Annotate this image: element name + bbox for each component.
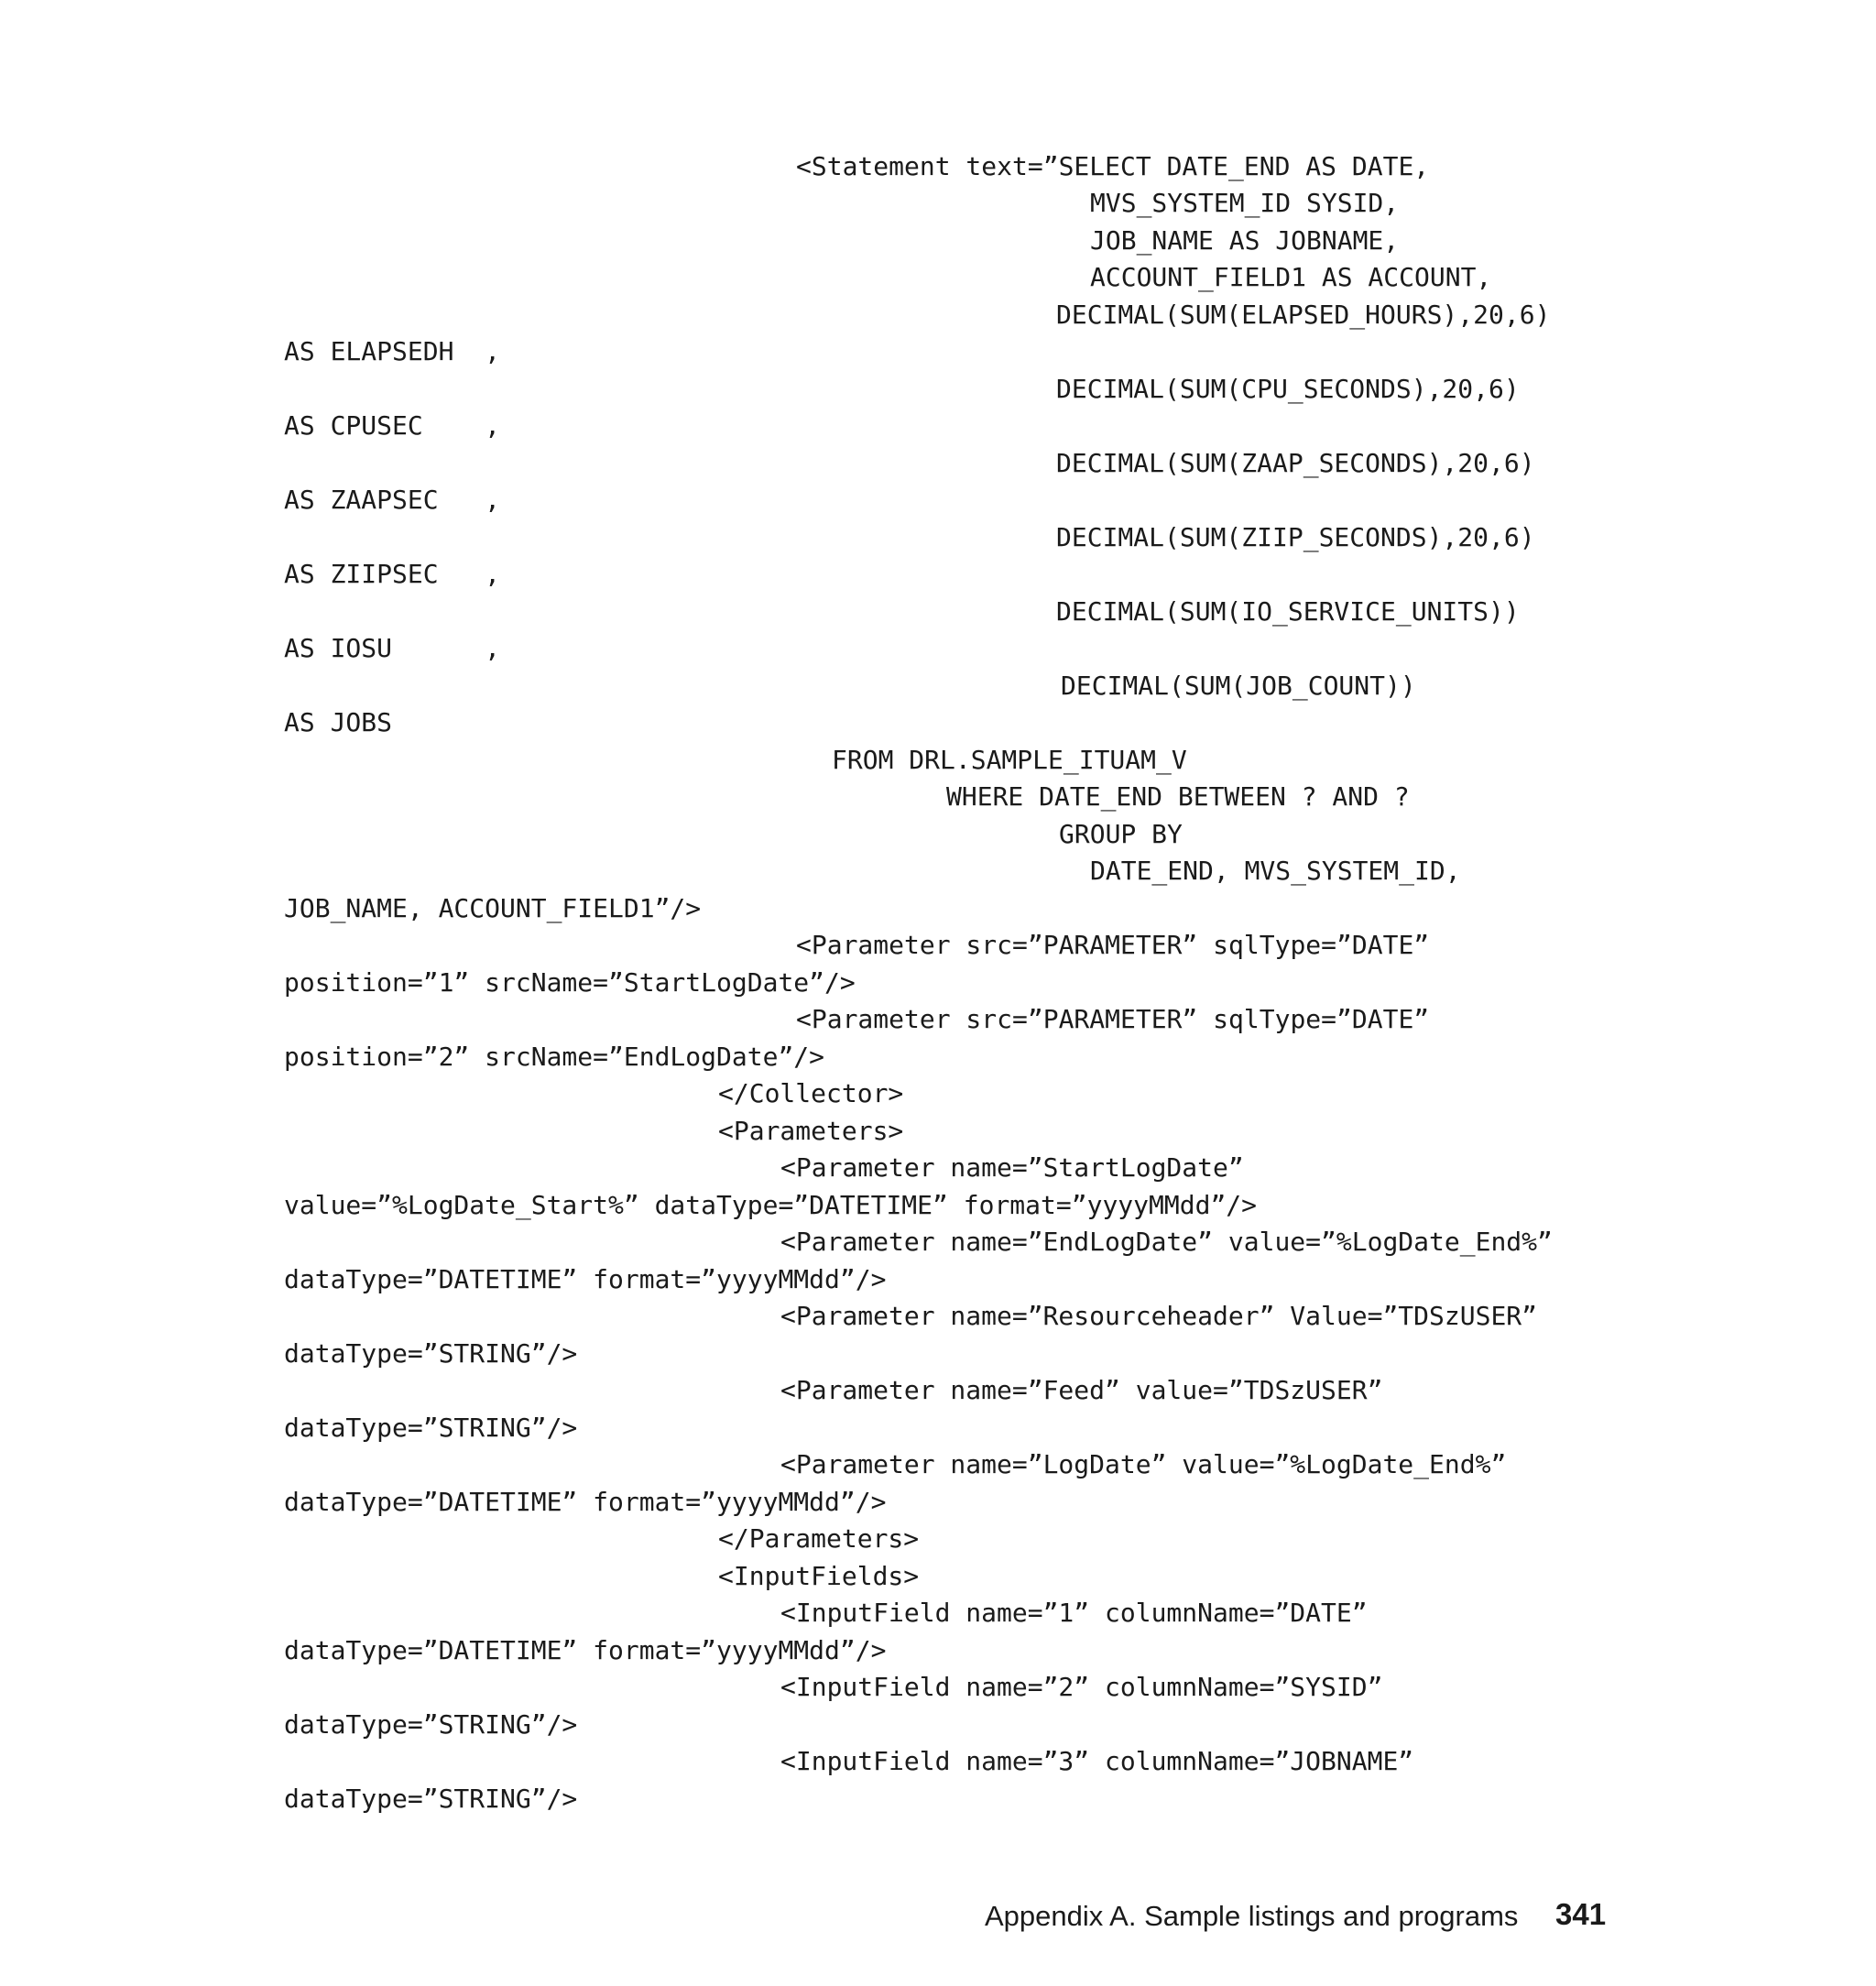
code-line: ACCOUNT_FIELD1 AS ACCOUNT,: [1090, 262, 1492, 292]
code-line: <Statement text=”SELECT DATE_END AS DATE,: [796, 151, 1430, 181]
code-line: dataType=”STRING”/>: [284, 1413, 578, 1443]
code-line: dataType=”DATETIME” format=”yyyyMMdd”/>: [284, 1487, 887, 1517]
code-line: DECIMAL(SUM(JOB_COUNT)): [1061, 671, 1416, 701]
code-line: </Parameters>: [718, 1523, 920, 1554]
footer-section-title: Appendix A. Sample listings and programs: [985, 1900, 1519, 1932]
code-line: dataType=”STRING”/>: [284, 1784, 578, 1814]
code-line: JOB_NAME, ACCOUNT_FIELD1”/>: [284, 893, 702, 923]
code-line: <Parameter name=”LogDate” value=”%LogDate_End%”: [780, 1449, 1507, 1479]
code-line: <Parameter name=”StartLogDate”: [780, 1152, 1244, 1183]
code-line: <InputField name=”3” columnName=”JOBNAME”: [780, 1746, 1414, 1776]
code-line: <Parameter src=”PARAMETER” sqlType=”DATE”: [796, 1004, 1430, 1034]
code-line: DECIMAL(SUM(CPU_SECONDS),20,6): [1056, 374, 1520, 404]
code-line: <Parameter name=”Resourceheader” Value=”TDSzUSER”: [780, 1301, 1538, 1331]
code-line: AS ELAPSEDH ,: [284, 336, 501, 366]
code-line: </Collector>: [718, 1078, 904, 1108]
code-line: <Parameter name=”EndLogDate” value=”%LogDate_End%”: [780, 1227, 1553, 1257]
code-line: WHERE DATE_END BETWEEN ? AND ?: [946, 781, 1410, 812]
code-line: <Parameter name=”Feed” value=”TDSzUSER”: [780, 1375, 1383, 1405]
code-line: FROM DRL.SAMPLE_ITUAM_V: [832, 745, 1187, 775]
code-line: DECIMAL(SUM(ELAPSED_HOURS),20,6): [1056, 300, 1551, 330]
code-line: JOB_NAME AS JOBNAME,: [1090, 225, 1400, 256]
page-number: 341: [1555, 1897, 1607, 1931]
code-line: dataType=”DATETIME” format=”yyyyMMdd”/>: [284, 1635, 887, 1665]
code-line: dataType=”DATETIME” format=”yyyyMMdd”/>: [284, 1264, 887, 1294]
code-line: AS JOBS: [284, 707, 393, 737]
code-line: DECIMAL(SUM(ZIIP_SECONDS),20,6): [1056, 522, 1535, 552]
code-line: DECIMAL(SUM(ZAAP_SECONDS),20,6): [1056, 448, 1535, 478]
code-line: GROUP BY: [1059, 819, 1183, 849]
code-line: position=”1” srcName=”StartLogDate”/>: [284, 967, 856, 998]
code-line: AS IOSU ,: [284, 633, 501, 663]
code-line: AS ZIIPSEC ,: [284, 559, 501, 589]
code-line: MVS_SYSTEM_ID SYSID,: [1090, 188, 1400, 218]
code-line: <Parameter src=”PARAMETER” sqlType=”DATE”: [796, 930, 1430, 960]
code-line: DATE_END, MVS_SYSTEM_ID,: [1090, 856, 1461, 886]
code-line: AS ZAAPSEC ,: [284, 485, 501, 515]
code-line: dataType=”STRING”/>: [284, 1709, 578, 1740]
code-line: DECIMAL(SUM(IO_SERVICE_UNITS)): [1056, 596, 1520, 627]
code-line: <InputField name=”1” columnName=”DATE”: [780, 1598, 1368, 1628]
code-line: position=”2” srcName=”EndLogDate”/>: [284, 1042, 825, 1072]
code-line: <InputField name=”2” columnName=”SYSID”: [780, 1672, 1383, 1702]
code-line: AS CPUSEC ,: [284, 410, 501, 441]
code-line: value=”%LogDate_Start%” dataType=”DATETIME” format=”yyyyMMdd”/>: [284, 1190, 1258, 1220]
code-line: <InputFields>: [718, 1561, 920, 1591]
code-line: dataType=”STRING”/>: [284, 1338, 578, 1369]
code-line: <Parameters>: [718, 1116, 904, 1146]
